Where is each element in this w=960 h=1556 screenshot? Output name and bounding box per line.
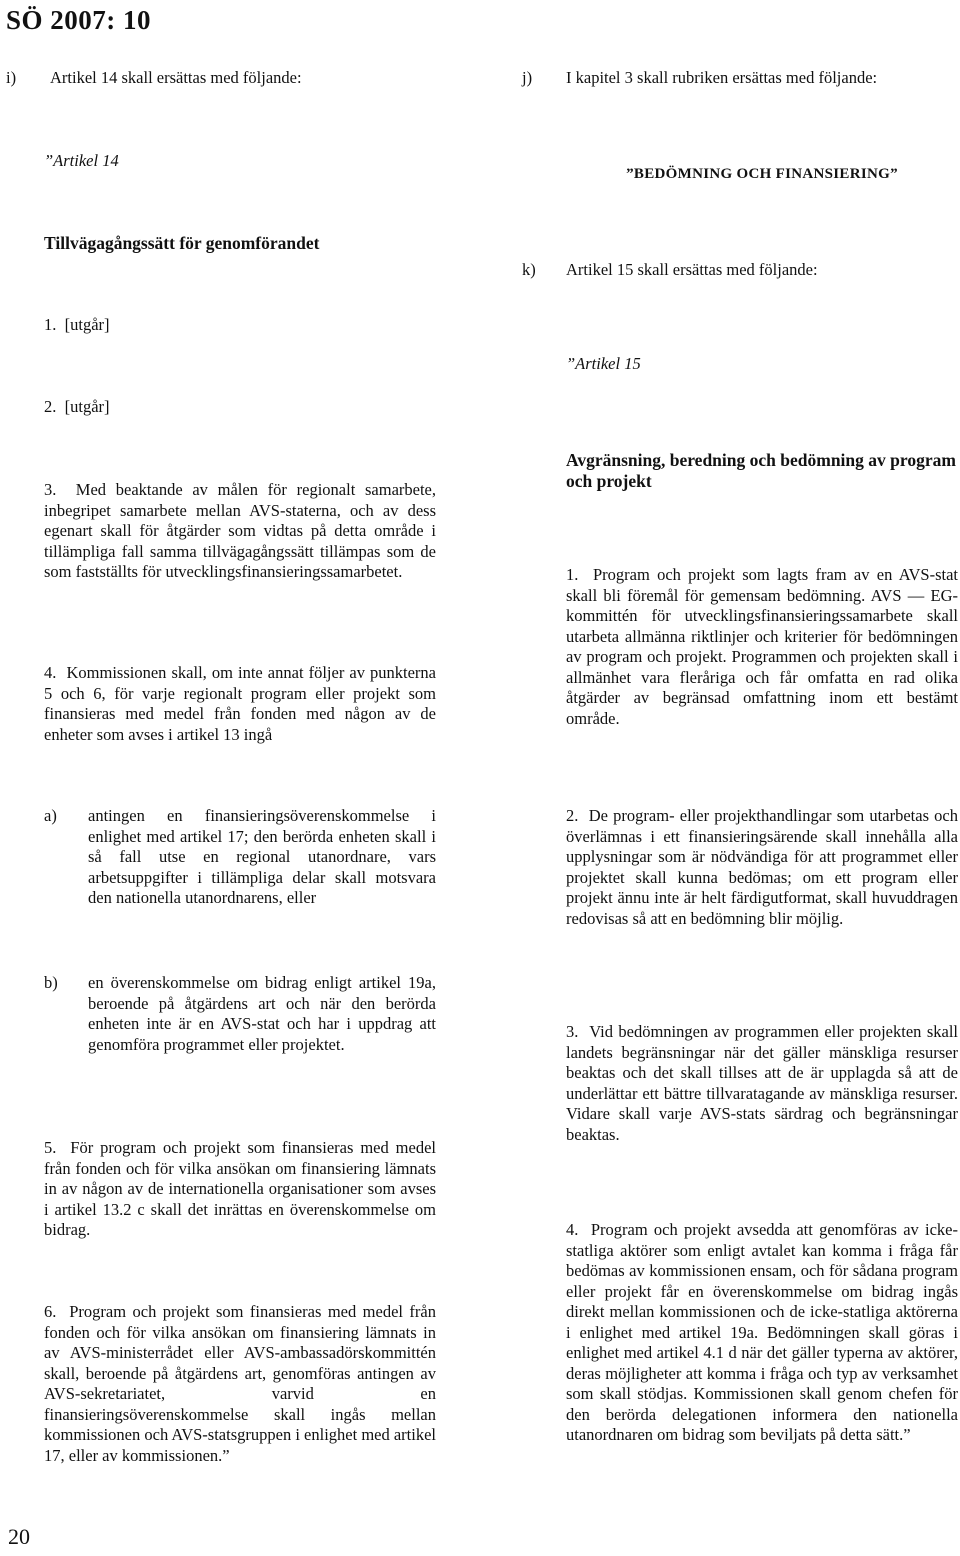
paragraph-2: 2. De program- eller projekthandlingar som utarbetas och överlämnas i ett finansieringsärende skall innehålla alla upplysningar som är nödvändiga för att programmet eller projektet skall kunna bedömas; om ett program eller projekt ännu inte är helt färdigutformat, skall huvuddragen redovisas så att en bedömning blir möjlig. <box>566 806 958 928</box>
item-j <box>522 68 958 90</box>
item-text: en överenskommelse om bidrag enligt artikel 19a, beroende på åtgärdens art och när den berörda enheten inte är en AVS-stat och har i uppdrag att genomföra programmet eller projektet. <box>88 973 436 1054</box>
paragraph-1: 1. Program och projekt som lagts fram av en AVS-stat skall bli föremål för gemensam bedömning. AVS — EG-kommittén för utvecklingsfinansieringssamarbete skall utarbeta allmänna riktlinjer och kriterier för bedömningen av program och projekt. Programmen och projekten skall i allmänhet vara fleråriga och får omfatta en rad olika åtgärder av begränsad omfattning inom ett bestämt område. <box>566 565 958 728</box>
article-14-title: ”Artikel 14 <box>44 151 119 170</box>
paragraph-3: 3. Vid bedömningen av programmen eller projekten skall landets begränsningar när det gäller mänskliga resurser beaktas och det skall tillses att de är upplagda så att de underlättar ett bättre tillvaratagande av mänskliga resurser. Vidare skall varje AVS-stats särdrag och begränsningar beaktas. <box>566 1022 958 1144</box>
paragraph-4: 4. Kommissionen skall, om inte annat följer av punkterna 5 och 6, för varje regionalt program eller projekt som finansieras med medel från fonden med någon av de enheter som avses i artikel 13 ingå <box>44 663 436 744</box>
paragraph-1: 1. [utgår] <box>44 315 110 334</box>
item-label: k) <box>522 260 536 279</box>
paragraph-5: 5. För program och projekt som finansieras med medel från fonden och för vilka ansökan om finansiering lämnats in av någon av de internationella organisationer som avses i artikel 13.2 c skall det inrättas en överenskommelse om bidrag. <box>44 1138 436 1239</box>
article-15-title: ”Artikel 15 <box>566 354 641 373</box>
item-label: b) <box>44 973 58 992</box>
item-k <box>522 260 958 282</box>
item-label: j) <box>522 68 533 87</box>
item-label: i) <box>6 68 17 87</box>
item-label: a) <box>44 806 57 825</box>
article-15-heading: Avgränsning, beredning och bedömning av program och projekt <box>566 450 956 491</box>
paragraph-4: 4. Program och projekt avsedda att genomföras av icke-statliga aktörer som enligt avtalet kan komma i fråga får bedömas av kommissionen ensam, och för sådana program eller projekt får en överenskommelse om bidrag ingås direkt mellan kommissionen och de icke-statliga aktörerna i enlighet med artikel 19a. Bedömningen skall göras i enlighet med artikel 4.1 d när det gäller typerna av aktörer, deras möjligheter att komma i fråga och typ av verksamhet som skall stödjas. Kommissionen skall genom chefen för den berörda delegationen informera den nationella utanordnaren om bidrag som beviljats på detta sätt.” <box>566 1220 958 1444</box>
item-text: I kapitel 3 skall rubriken ersättas med följande: <box>566 68 878 87</box>
chapter-heading: ”BEDÖMNING OCH FINANSIERING” <box>626 166 898 182</box>
item-text: antingen en finansieringsöverenskommelse i enlighet med artikel 17; den berörda enheten skall i så fall utse en regional utanordnare, vars arbetsuppgifter i tillämpliga delar skall motsvara den nationella utanordnarens, eller <box>88 806 436 907</box>
item-text: Artikel 15 skall ersättas med följande: <box>566 260 818 279</box>
item-a <box>44 806 436 916</box>
paragraph-3: 3. Med beaktande av målen för regionalt samarbete, inbegripet samarbete mellan AVS-staterna, och av dess egenart skall för åtgärder som vidtas på detta område i tillämpliga fall samma tillvägagångssätt tillämpas som de som fastställts för utvecklingsfinansieringssamarbetet. <box>44 480 436 581</box>
paragraph-6: 6. Program och projekt som finansieras med medel från fonden och för vilka ansökan om finansiering lämnats in av AVS-ministerrådet eller AVS-ambassadörskommittén skall, beroende på åtgärdens art, genomföras antingen av AVS-sekretariatet, varvid en finansieringsöverenskommelse skall ingås mellan kommissionen och AVS-statsgruppen i enlighet med artikel 17, eller av kommissionen.” <box>44 1302 436 1465</box>
article-14-heading: Tillvägagångssätt för genomförandet <box>44 233 320 253</box>
document-header: SÖ 2007: 10 <box>6 5 152 35</box>
item-text: Artikel 14 skall ersättas med följande: <box>50 68 302 87</box>
paragraph-2: 2. [utgår] <box>44 397 110 416</box>
item-b <box>44 973 436 1083</box>
page-number: 20 <box>8 1524 30 1549</box>
item-i <box>6 68 398 90</box>
